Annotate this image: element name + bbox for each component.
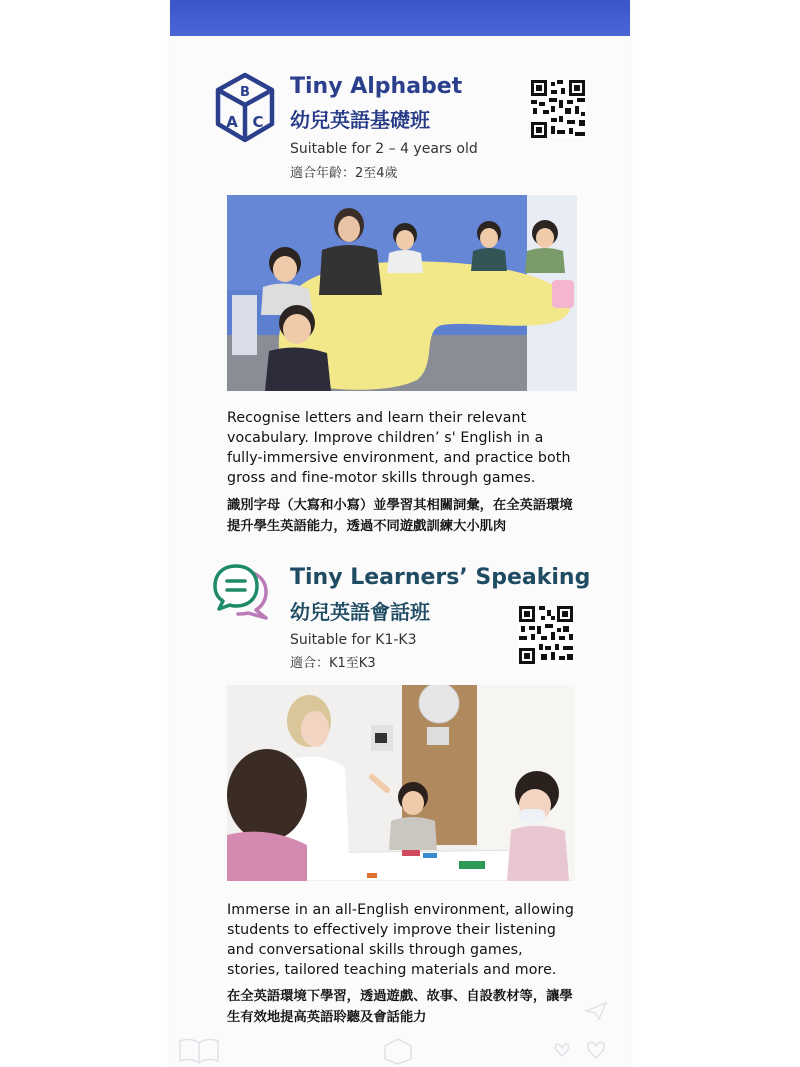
block-letter-c: C	[252, 113, 264, 131]
abc-block-icon	[214, 72, 276, 148]
qr-code-1[interactable]	[531, 80, 585, 138]
section2-title-zh: 幼兒英語會話班	[290, 600, 430, 624]
section1-description-en: Recognise letters and learn their relevant vocabulary. Improve children’ s' English in a fully-immersive environment, and practice both gross and fine-motor skills through games.	[227, 410, 571, 486]
section1-suitable-en: Suitable for 2 – 4 years old	[290, 141, 478, 157]
top-color-band	[170, 0, 630, 36]
section1-title-zh: 幼兒英語基礎班	[290, 108, 430, 132]
abc-block-doodle-icon	[383, 1037, 413, 1065]
section2-suitable-zh: 適合：K1至K3	[290, 656, 376, 671]
book-doodle-icon	[178, 1035, 220, 1065]
section1-title-en: Tiny Alphabet	[290, 74, 463, 99]
hearts-doodle-icon	[552, 1036, 612, 1064]
section1-suitable-zh: 適合年齡：2至4歲	[290, 166, 398, 181]
block-letter-a: A	[226, 113, 238, 131]
section2-suitable-en: Suitable for K1-K3	[290, 632, 417, 648]
section1-description-zh: 識別字母（大寫和小寫）並學習其相關詞彙，在全英語環境提升學生英語能力，透過不同遊戲訓練大小肌肉	[227, 498, 573, 534]
section2-description-en: Immerse in an all-English environment, allowing students to effectively improve their listening and conversational skills through games, stories, tailored teaching materials and more.	[227, 902, 574, 978]
paper-plane-doodle-icon	[585, 1002, 607, 1020]
classroom-photo-2	[227, 685, 575, 881]
speech-bubbles-icon	[212, 562, 272, 620]
section2-description-zh: 在全英語環境下學習，透過遊戲、故事、自設教材等，讓學生有效地提高英語聆聽及會話能力	[227, 989, 573, 1025]
section2-title-en: Tiny Learners’ Speaking	[290, 565, 591, 590]
classroom-photo-1	[227, 195, 577, 391]
block-letter-b: B	[240, 85, 250, 100]
qr-code-2[interactable]	[519, 606, 573, 664]
